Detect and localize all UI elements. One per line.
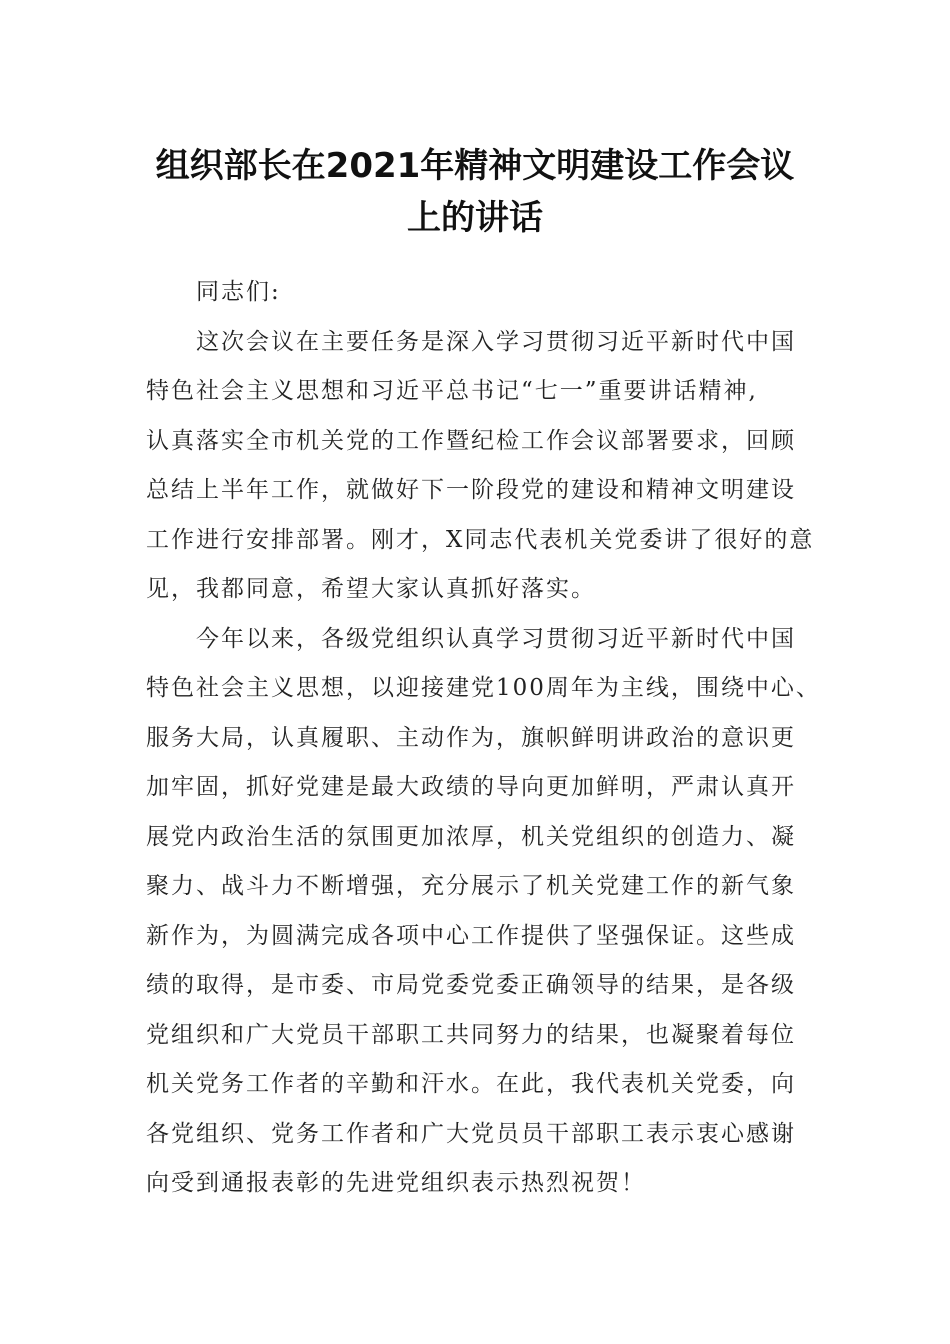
paragraph-line: 机关党务工作者的辛勤和汗水。在此，我代表机关党委，向	[146, 1071, 796, 1097]
paragraph-line: 见，我都同意，希望大家认真抓好落实。	[146, 576, 596, 602]
paragraph-line: 特色社会主义思想和习近平总书记“七一”重要讲话精神,	[146, 378, 758, 404]
paragraph-line: 认真落实全市机关党的工作暨纪检工作会议部署要求，回顾	[146, 427, 796, 454]
paragraph-line: 党组织和广大党员干部职工共同努力的结果，也凝聚着每位	[146, 1021, 796, 1048]
paragraph-line: 各党组织、党务工作者和广大党员员干部职工表示衷心感谢	[146, 1120, 796, 1147]
paragraph-line: 聚力、战斗力不断增强，充分展示了机关党建工作的新气象	[146, 873, 796, 899]
paragraph-line: 展党内政治生活的氛围更加浓厚，机关党组织的创造力、凝	[146, 823, 796, 850]
document-body	[146, 268, 836, 1209]
paragraph-line: 加牢固，抓好党建是最大政绩的导向更加鲜明，严肃认真开	[146, 774, 796, 800]
paragraph-line: 今年以来，各级党组织认真学习贯彻习近平新时代中国	[196, 625, 796, 652]
title-line-2: 上的讲话	[407, 198, 543, 238]
title-line-1: 组织部长在2021年精神文明建设工作会议	[155, 146, 795, 186]
greeting: 同志们:	[196, 279, 281, 305]
document-title	[120, 140, 830, 244]
paragraph-line: 特色社会主义思想，以迎接建党100周年为主线，围绕中心、	[146, 675, 821, 701]
paragraph-2	[146, 615, 836, 1209]
paragraph-line: 新作为，为圆满完成各项中心工作提供了坚强保证。这些成	[146, 922, 796, 949]
paragraph-1	[146, 318, 836, 615]
paragraph-line: 向受到通报表彰的先进党组织表示热烈祝贺！	[146, 1170, 646, 1196]
paragraph-line: 服务大局，认真履职、主动作为，旗帜鲜明讲政治的意识更	[146, 724, 796, 751]
paragraph-line: 工作进行安排部署。刚才，X同志代表机关党委讲了很好的意	[146, 526, 815, 553]
paragraph-line: 这次会议在主要任务是深入学习贯彻习近平新时代中国	[196, 328, 796, 355]
paragraph-line: 绩的取得，是市委、市局党委党委正确领导的结果，是各级	[146, 972, 796, 998]
paragraph-line: 总结上半年工作，就做好下一阶段党的建设和精神文明建设	[146, 477, 796, 503]
